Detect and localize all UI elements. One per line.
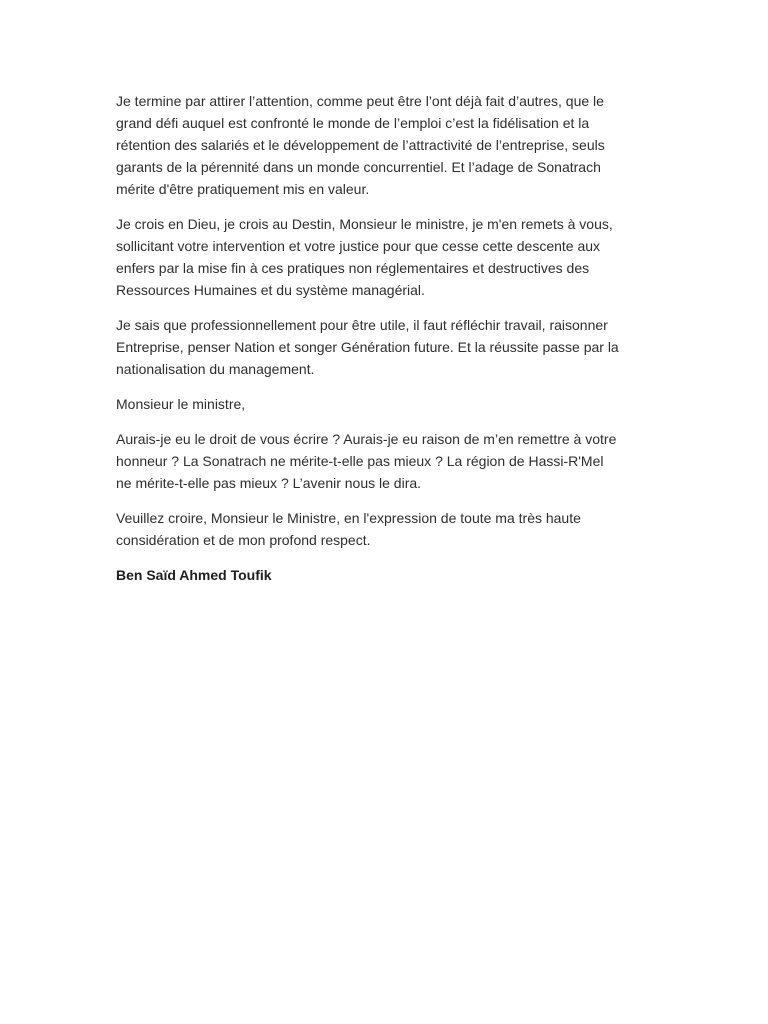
paragraph-line: ne mérite-t-elle pas mieux ? L’avenir nous le dira. <box>116 475 422 491</box>
paragraph-line: nationalisation du management. <box>116 361 315 377</box>
paragraph-line: considération et de mon profond respect. <box>116 532 371 548</box>
paragraph-line: garants de la pérennité dans un monde concurrentiel. Et l’adage de Sonatrach <box>116 159 601 175</box>
paragraph-line: Je termine par attirer l’attention, comme peut être l’ont déjà fait d’autres, que le <box>116 93 604 109</box>
paragraph-line: Entreprise, penser Nation et songer Génération future. Et la réussite passe par la <box>116 339 619 355</box>
paragraph-line: Monsieur le ministre, <box>116 396 246 412</box>
paragraph-line: Je crois en Dieu, je crois au Destin, Monsieur le ministre, je m'en remets à vous, <box>116 216 613 232</box>
paragraph-salutation <box>116 393 656 415</box>
paragraph-line: Aurais-je eu le droit de vous écrire ? Aurais-je eu raison de m’en remettre à votre <box>116 431 617 447</box>
paragraph-line: Veuillez croire, Monsieur le Ministre, en l'expression de toute ma très haute <box>116 510 581 526</box>
paragraph-line: enfers par la mise fin à ces pratiques non réglementaires et destructives des <box>116 260 590 276</box>
paragraph-closing-remark <box>116 90 656 200</box>
paragraph-line: mérite d'être pratiquement mis en valeur. <box>116 181 370 197</box>
paragraph-line: honneur ? La Sonatrach ne mérite-t-elle pas mieux ? La région de Hassi-R'Mel <box>116 453 604 469</box>
paragraph-questions <box>116 428 656 494</box>
paragraph-line: grand défi auquel est confronté le monde de l’emploi c’est la fidélisation et la <box>116 115 590 131</box>
paragraph-line: rétention des salariés et le développement de l’attractivité de l’entreprise, seuls <box>116 137 605 153</box>
paragraph-closing-formula <box>116 507 656 551</box>
paragraph-line: Ressources Humaines et du système managérial. <box>116 282 425 298</box>
paragraph-line: Je sais que professionnellement pour être utile, il faut réfléchir travail, raisonner <box>116 317 608 333</box>
paragraph-appeal <box>116 213 656 301</box>
paragraph-line: sollicitant votre intervention et votre justice pour que cesse cette descente aux <box>116 238 601 254</box>
paragraph-professional-duty <box>116 314 656 380</box>
letter-body <box>116 90 656 586</box>
author-signature: Ben Saïd Ahmed Toufik <box>116 567 272 583</box>
